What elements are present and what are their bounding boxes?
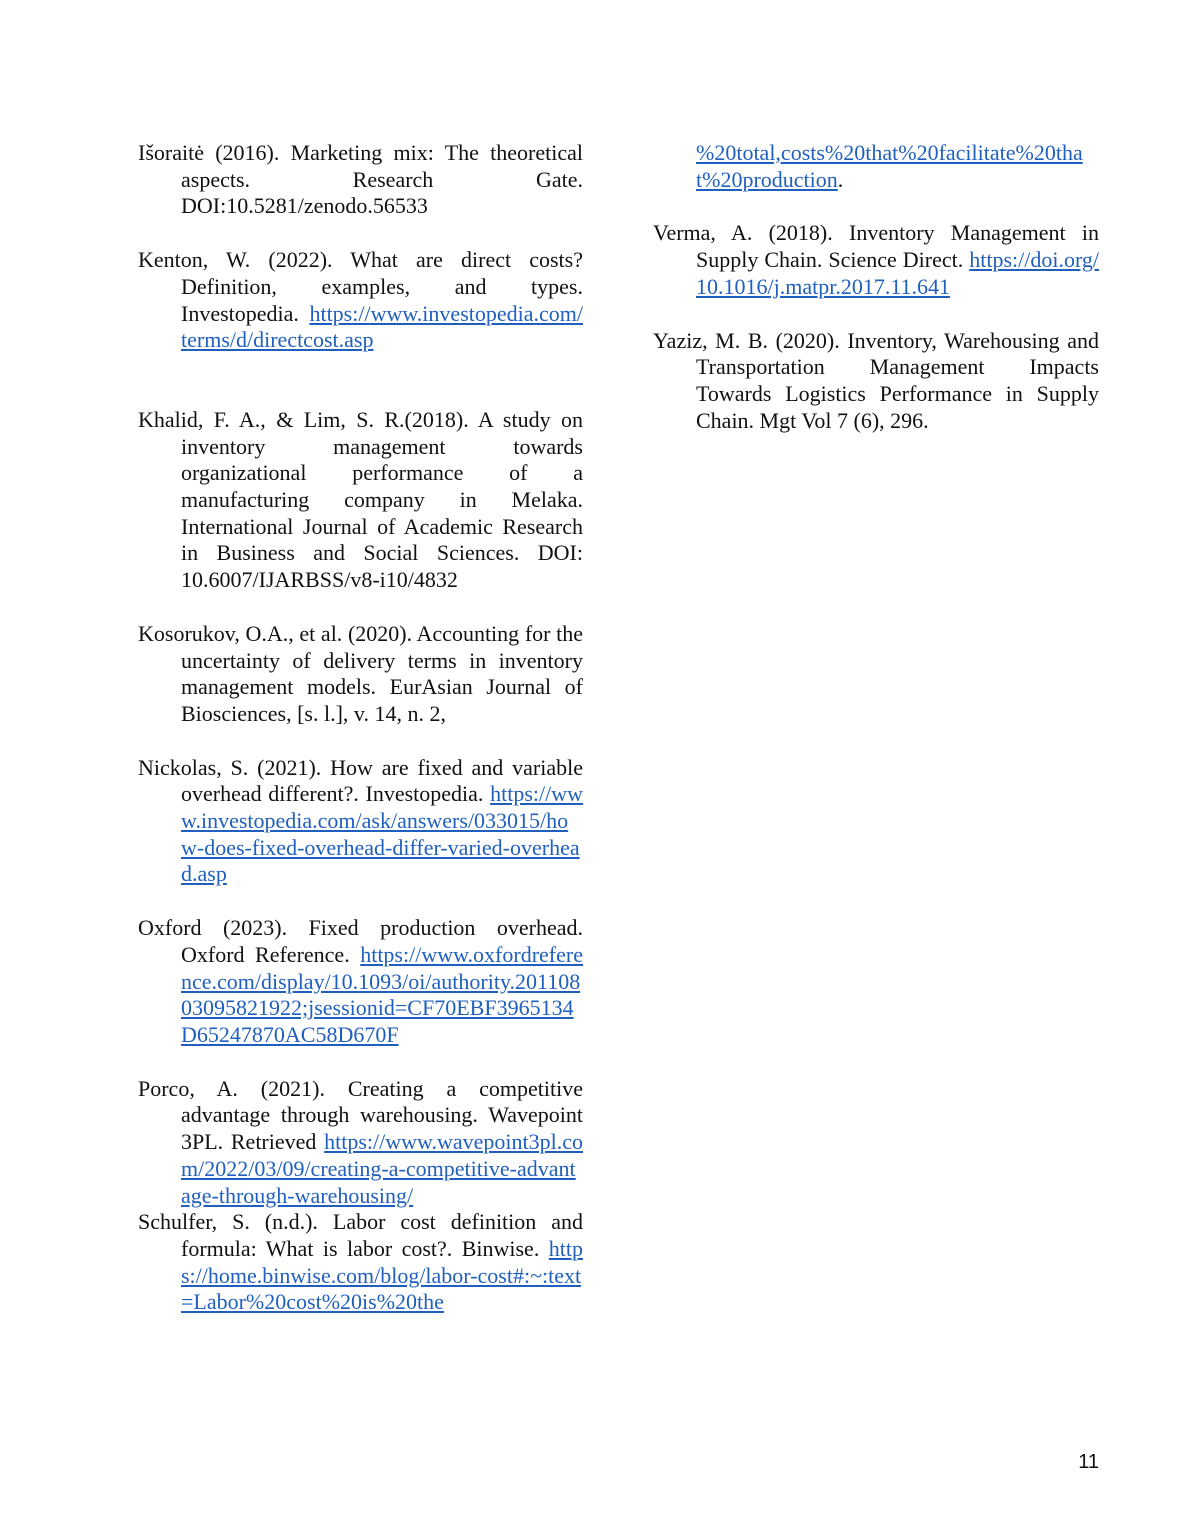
reference-schulfer-continued bbox=[653, 140, 1099, 193]
reference-link[interactable]: https://www.investopedia.com/terms/d/directcost.asp bbox=[181, 300, 583, 353]
reference-text: Kosorukov, O.A., et al. (2020). Accounting for the uncertainty of delivery terms in inventory management models. EurAsian Journal of Biosciences, [s. l.], v. 14, n. 2, bbox=[138, 620, 583, 726]
reference-text: Kenton, W. (2022). What are direct costs? Definition, examples, and types. Investopedia. bbox=[138, 247, 583, 326]
reference-yaziz bbox=[653, 328, 1099, 435]
reference-text: Nickolas, S. (2021). How are fixed and variable overhead different?. Investopedia. bbox=[138, 754, 583, 807]
references-left-column bbox=[138, 140, 583, 1316]
reference-text: . bbox=[837, 166, 844, 192]
reference-link[interactable]: https://www.oxfordreference.com/display/10.1093/oi/authority.20110803095821922;jsessionid=CF70EBF3965134D65247870AC58D670F bbox=[181, 941, 583, 1047]
reference-oxford bbox=[138, 915, 583, 1049]
reference-text: Verma, A. (2018). Inventory Management in Supply Chain. Science Direct. bbox=[653, 220, 1099, 273]
reference-verma bbox=[653, 220, 1099, 300]
reference-text: Porco, A. (2021). Creating a competitive advantage through warehousing. Wavepoint 3PL. Retrieved bbox=[138, 1075, 583, 1155]
reference-text: Išoraitė (2016). Marketing mix: The theoretical aspects. Research Gate. DOI:10.5281/zenodo.56533 bbox=[138, 140, 583, 219]
reference-link[interactable]: https://doi.org/10.1016/j.matpr.2017.11.641 bbox=[696, 247, 1099, 299]
page-number: 11 bbox=[1078, 1451, 1099, 1473]
reference-isoraite bbox=[138, 140, 583, 220]
references-right-column bbox=[653, 140, 1099, 434]
reference-khalid bbox=[138, 407, 583, 594]
reference-text: Yaziz, M. B. (2020). Inventory, Warehousing and Transportation Management Impacts Towards Logistics Performance in Supply Chain. Mgt Vol 7 (6), 296. bbox=[653, 327, 1099, 433]
reference-schulfer bbox=[138, 1209, 583, 1316]
reference-text: Khalid, F. A., & Lim, S. R.(2018). A study on inventory management towards organizational performance of a manufacturing company in Melaka. International Journal of Academic Research in Business and Social Sciences. DOI: 10.6007/IJARBSS/v8-i10/4832 bbox=[138, 406, 583, 593]
reference-porco bbox=[138, 1076, 583, 1210]
reference-nickolas bbox=[138, 755, 583, 889]
reference-text: Oxford (2023). Fixed production overhead. Oxford Reference. bbox=[138, 915, 583, 967]
reference-link[interactable]: https://home.binwise.com/blog/labor-cost#:~:text=Labor%20cost%20is%20the bbox=[181, 1235, 583, 1315]
reference-link[interactable]: https://www.wavepoint3pl.com/2022/03/09/creating-a-competitive-advantage-through-warehousing/ bbox=[181, 1129, 583, 1208]
reference-kenton bbox=[138, 247, 583, 354]
reference-link[interactable]: %20total,costs%20that%20facilitate%20that%20production bbox=[696, 140, 1083, 192]
reference-link[interactable]: https://www.investopedia.com/ask/answers/033015/how-does-fixed-overhead-differ-varied-overhead.asp bbox=[181, 781, 583, 887]
reference-kosorukov bbox=[138, 621, 583, 728]
reference-text: Schulfer, S. (n.d.). Labor cost definition and formula: What is labor cost?. Binwise. bbox=[138, 1209, 583, 1261]
